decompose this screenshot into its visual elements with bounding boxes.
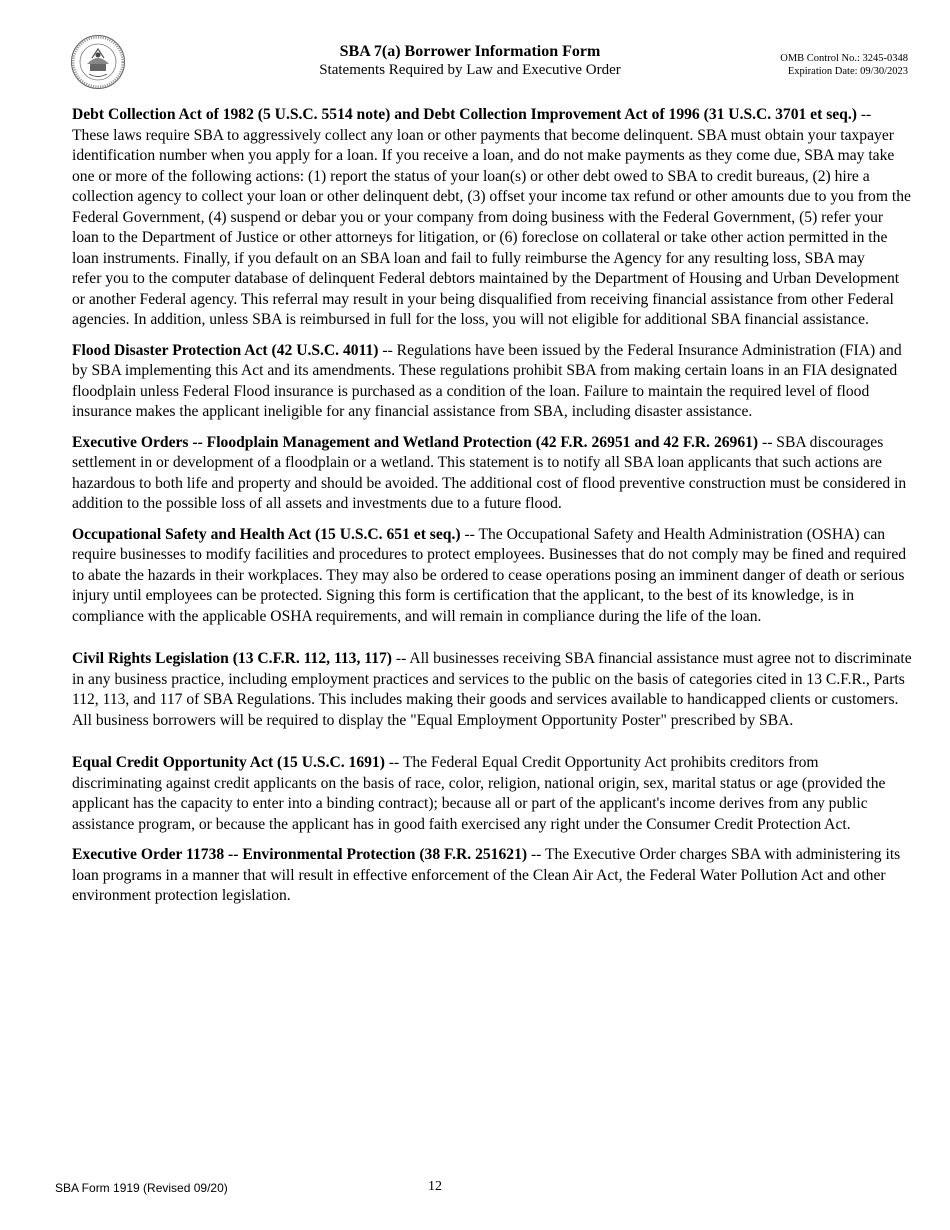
section-text: -- These laws require SBA to aggressively collect any loan or other payments that become delinquent. SBA must obtain your taxpayer identification number when you apply for a loan. If you receive a loan, and do not make payments as they come due, SBA may take one or more of the following actions: (1) report the status of your loan(s) or other debt owed to SBA to credit bureaus, (2) hire a collection agency to collect your loan or other delinquent debt, (3) offset your income tax refund or other amounts due to you from the Federal Government, (4) suspend or debar you or your company from doing business with the Federal Government, (5) refer your loan to the Department of Justice or other attorneys for litigation, or (6) foreclose on collateral or take other action permitted in the loan instruments. Finally, if you default on an SBA loan and fail to fully reimburse the Agency for any resulting loss, SBA may (72, 106, 911, 267)
section-text: -- The Occupational Safety and Health Administration (OSHA) can require businesses to modify facilities and procedures to protect employees. Businesses that do not comply may be fined and required to abate the hazards in their workplaces. They may also be ordered to cease operations posing an imminent danger of death or serious injury until employees can be protected. Signing this form is certification that the applicant, to the best of its knowledge, is in compliance with the applicable OSHA requirements, and will remain in compliance during the life of the loan. (72, 525, 907, 625)
sba-seal-logo (70, 34, 126, 90)
section-text: -- Regulations have been issued by the Federal Insurance Administration (FIA) and by SBA implementing this Act and its amendments. These regulations prohibit SBA from making certain loans in an FIA designated floodplain unless Federal Flood insurance is purchased as a condition of the loan. Failure to maintain the required level of flood insurance makes the applicant ineligible for any financial assistance from SBA, including disaster assistance. (72, 341, 902, 420)
statements-body (72, 105, 912, 907)
expiration-date: Expiration Date: 09/30/2023 (787, 66, 908, 77)
section-heading: Occupational Safety and Health Act (15 U.S.C. 651 et seq.) (72, 525, 461, 543)
section-flood-disaster (72, 341, 912, 423)
form-title: SBA 7(a) Borrower Information Form (339, 43, 601, 60)
section-environmental (72, 845, 912, 907)
omb-control-number: OMB Control No.: 3245-0348 (780, 53, 908, 64)
section-equal-credit (72, 753, 912, 835)
section-floodplain-wetland (72, 433, 912, 515)
section-heading: Flood Disaster Protection Act (42 U.S.C. 4011) (72, 341, 379, 359)
section-debt-collection (72, 105, 912, 269)
section-text: -- The Federal Equal Credit Opportunity Act prohibits creditors from discriminating against credit applicants on the basis of race, color, religion, national origin, sex, marital status or age (provided the applicant has the capacity to enter into a binding contract); because all or part of the applicant's income derives from any public assistance program, or because the applicant has in good faith exercised any right under the Consumer Credit Protection Act. (72, 754, 886, 833)
section-text: -- The Executive Order charges SBA with administering its loan programs in a manner that will result in effective enforcement of the Clean Air Act, the Federal Water Pollution Act and other environment protection legislation. (72, 846, 901, 904)
section-debt-collection-continued: refer you to the computer database of delinquent Federal debtors maintained by the Department of Housing and Urban Development or another Federal agency. This referral may result in your being disqualified from receiving financial assistance from other Federal agencies. In addition, unless SBA is reimbursed in full for the loss, you will not eligible for additional SBA financial assistance. (72, 270, 900, 328)
section-heading: Executive Order 11738 -- Environmental Protection (38 F.R. 251621) (72, 846, 528, 863)
section-heading: Equal Credit Opportunity Act (15 U.S.C. 1691) (72, 754, 385, 771)
section-text: -- SBA discourages settlement in or development of a floodplain or a wetland. This statement is to notify all SBA loan applicants that such actions are hazardous to both life and property and should be avoided. The additional cost of flood preventive construction must be considered in addition to the possible loss of all assets and investments due to a future flood. (72, 433, 907, 512)
section-heading: Debt Collection Act of 1982 (5 U.S.C. 5514 note) and Debt Collection Improvement Act of 1996 (31 U.S.C. 3701 et seq.) (72, 106, 857, 123)
section-heading: Executive Orders -- Floodplain Management and Wetland Protection (42 F.R. 26951 and 42 F.R. 26961) (72, 433, 759, 451)
form-number: SBA Form 1919 (Revised 09/20) (55, 1181, 228, 1195)
omb-info (780, 52, 908, 78)
section-osha (72, 525, 912, 628)
section-text: -- All businesses receiving SBA financial assistance must agree not to discriminate in any business practice, including employment practices and services to the public on the basis of categories cited in 13 C.F.R., Parts 112, 113, and 117 of SBA Regulations. This includes making their goods and services available to handicapped clients or customers. All business borrowers will be required to display the "Equal Employment Opportunity Poster" prescribed by SBA. (72, 650, 912, 729)
section-heading: Civil Rights Legislation (13 C.F.R. 112, 113, 117) (72, 650, 392, 667)
page-number: 12 (428, 1179, 442, 1194)
section-civil-rights (72, 649, 912, 731)
form-subtitle: Statements Required by Law and Executive Order (319, 62, 621, 78)
